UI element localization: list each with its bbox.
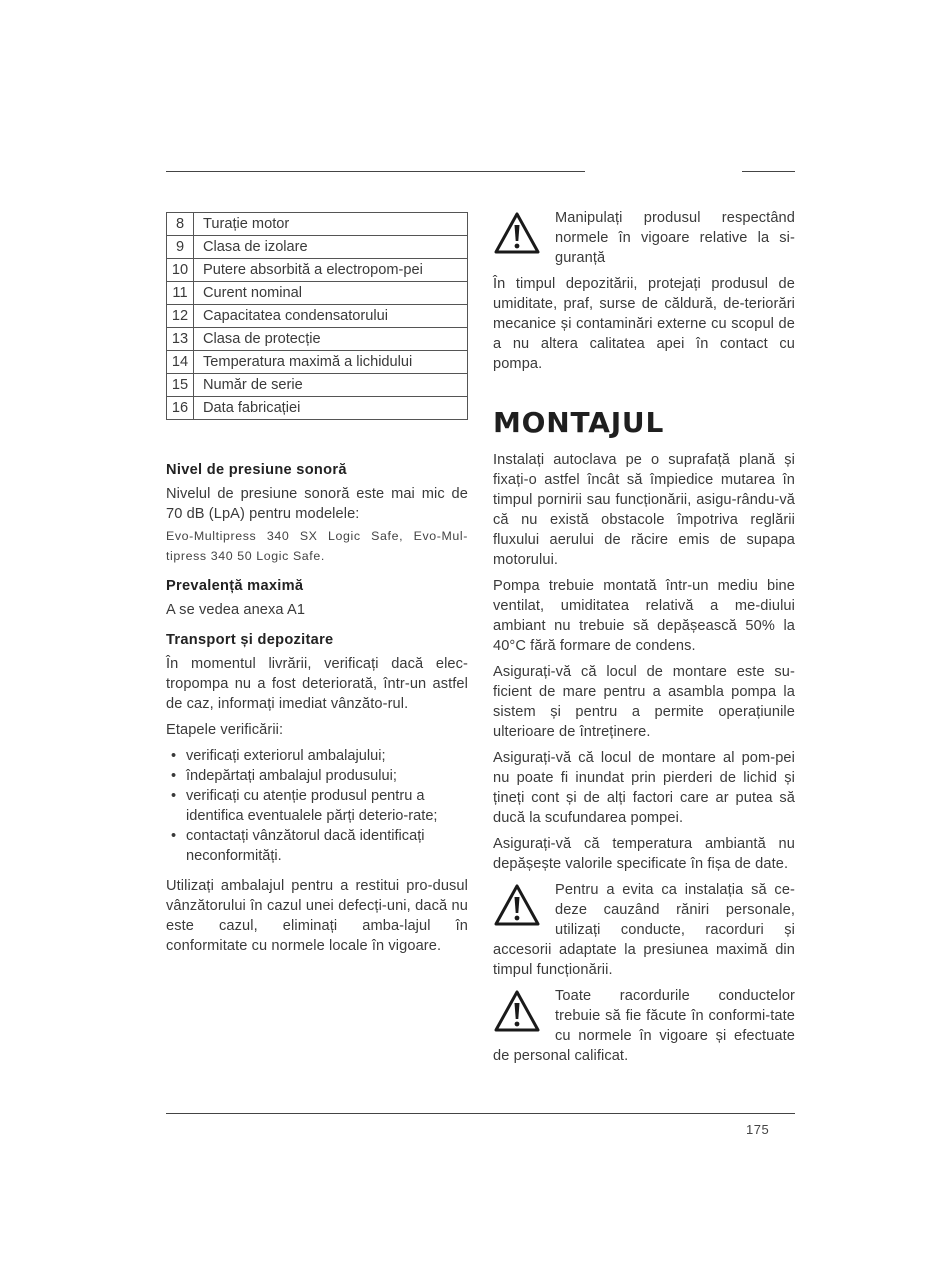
row-number: 11 — [167, 282, 194, 305]
noise-heading: Nivel de presiune sonoră — [166, 462, 347, 478]
row-label: Turație motor — [194, 213, 468, 236]
row-label: Clasa de protecție — [194, 328, 468, 351]
list-item: • verificați cu atenție produsul pentru a identifica eventualele părți deterio-rate; — [166, 786, 468, 826]
row-number: 14 — [167, 351, 194, 374]
warning-block-fittings — [493, 986, 795, 1066]
warning-fittings-text: Toate racordurile conductelor trebuie să fie făcute în conformi-tate cu normele în vigoare și efectuate de personal calificat. — [493, 988, 795, 1064]
row-label: Capacitatea condensatorului — [194, 305, 468, 328]
installation-paragraph-1: Instalați autoclava pe o suprafață plană și fixați-o astfel încât să împiedice mutarea în timpul pornirii sau funcționării, asigu-rându-vă că nu există obstacole împotriva reglării fluxului aerului de răcire emis de supapa motorului. — [493, 452, 795, 568]
installation-paragraph-3: Asigurați-vă că locul de montare este su-ficient de mare pentru a asambla pompa la sistem și pentru a permite operațiunile ulterioare de întreținere. — [493, 664, 795, 740]
table-row — [167, 305, 468, 328]
table-row — [167, 236, 468, 259]
warning-triangle-icon — [493, 883, 541, 927]
right-column — [493, 208, 795, 1072]
list-item: • îndepărtați ambalajul produsului; — [166, 766, 468, 786]
installation-paragraph-5: Asigurați-vă că temperatura ambiantă nu depășește valorile specificate în fișa de date. — [493, 836, 795, 872]
parameters-table — [166, 212, 468, 420]
row-number: 12 — [167, 305, 194, 328]
table-row — [167, 328, 468, 351]
warning-pressure-text: Pentru a evita ca instalația să ce-deze cauzând răniri personale, utilizați conducte, racorduri și accesorii adaptate la presiunea maximă din timpul funcționării. — [493, 882, 795, 978]
section-title: MONTAJUL — [493, 406, 665, 439]
row-label: Curent nominal — [194, 282, 468, 305]
table-row — [167, 213, 468, 236]
left-column — [166, 212, 468, 962]
row-number: 15 — [167, 374, 194, 397]
page-number: 175 — [746, 1122, 770, 1137]
row-number: 16 — [167, 397, 194, 420]
row-number: 10 — [167, 259, 194, 282]
warning-handling-text: Manipulați produsul respectând normele în vigoare relative la si-guranță — [555, 210, 795, 266]
transport-text: În momentul livrării, verificați dacă elec-tropompa nu a fost deteriorată, într-un astfel de caz, informați imediat vânzăto-rul. — [166, 656, 468, 712]
row-number: 9 — [167, 236, 194, 259]
row-label: Clasa de izolare — [194, 236, 468, 259]
row-number: 13 — [167, 328, 194, 351]
warning-triangle-icon — [493, 211, 541, 255]
table-row — [167, 259, 468, 282]
list-item: • verificați exteriorul ambalajului; — [166, 746, 468, 766]
header-rule-right — [742, 171, 795, 172]
max-head-text: A se vedea anexa A1 — [166, 602, 306, 618]
table-row — [167, 374, 468, 397]
footer-rule — [166, 1113, 795, 1114]
warning-triangle-icon — [493, 989, 541, 1033]
storage-text: În timpul depozitării, protejați produsul de umiditate, praf, surse de căldură, de-teriorări mecanice și contaminări externe cu scopul de a nu altera calitatea apei în contact cu pompa. — [493, 276, 795, 372]
noise-text: Nivelul de presiune sonoră este mai mic de 70 dB (LpA) pentru modelele: — [166, 486, 468, 522]
transport-heading: Transport și depozitare — [166, 632, 334, 648]
row-label: Temperatura maximă a lichidului — [194, 351, 468, 374]
warning-block-handling — [493, 208, 795, 268]
table-row — [167, 351, 468, 374]
row-label: Data fabricației — [194, 397, 468, 420]
installation-paragraph-2: Pompa trebuie montată într-un mediu bine ventilat, umiditatea relativă a me-diului ambiant nu trebuie să depășească 50% la 40°C fără formare de condens. — [493, 578, 795, 654]
steps-list — [166, 746, 468, 866]
row-label: Putere absorbită a electropom-pei — [194, 259, 468, 282]
installation-paragraph-4: Asigurați-vă că locul de montare al pom-pei nu poate fi inundat prin pierderi de lichid și țineți cont și de alți factori care ar putea să ducă la scufundarea pompei. — [493, 750, 795, 826]
list-item: • contactați vânzătorul dacă identificați neconformități. — [166, 826, 468, 866]
warning-block-pressure — [493, 880, 795, 980]
table-row — [167, 397, 468, 420]
row-number: 8 — [167, 213, 194, 236]
table-row — [167, 282, 468, 305]
max-head-heading: Prevalență maximă — [166, 578, 304, 594]
noise-models: Evo-Multipress 340 SX Logic Safe, Evo-Mul-tipress 340 50 Logic Safe. — [166, 529, 468, 563]
row-label: Număr de serie — [194, 374, 468, 397]
packaging-text: Utilizați ambalajul pentru a restitui pro-dusul vânzătorului în cazul unei defecți-uni, dacă nu este cazul, eliminați amba-lajul în conformitate cu normele locale în vigoare. — [166, 878, 468, 954]
header-rule-left — [166, 171, 585, 172]
steps-intro: Etapele verificării: — [166, 722, 284, 738]
